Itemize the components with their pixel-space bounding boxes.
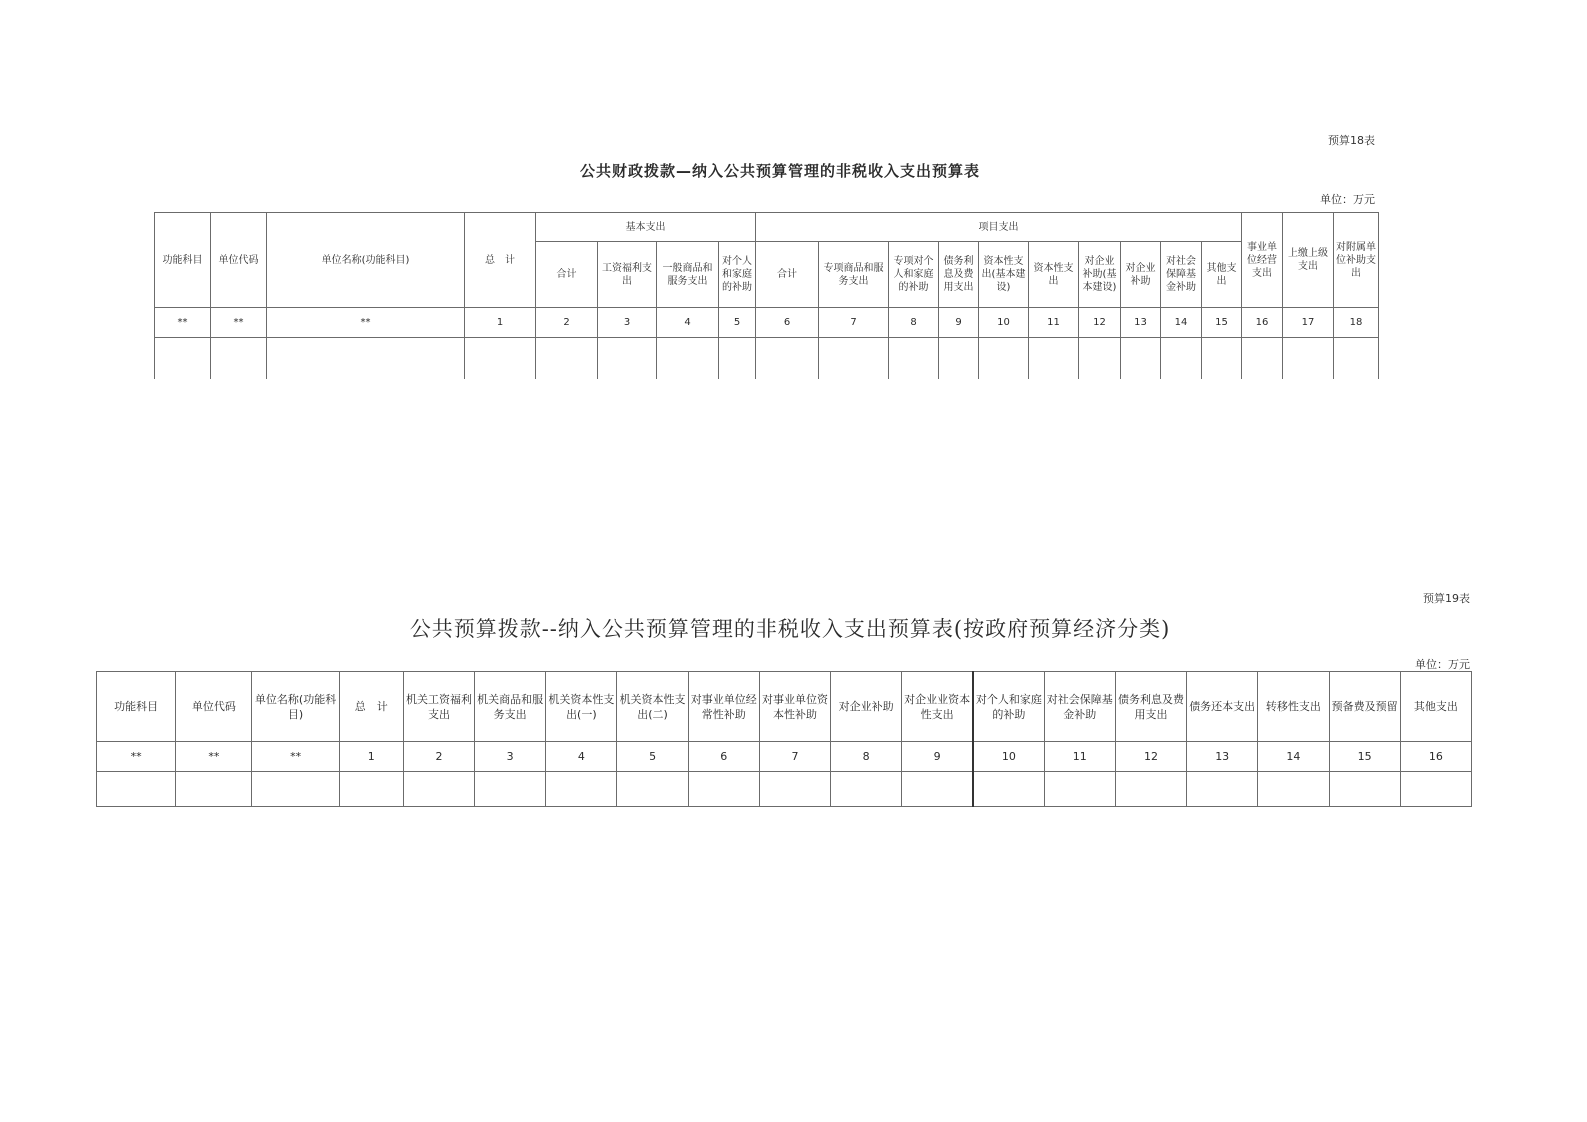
- index-cell: 12: [1079, 308, 1121, 338]
- table19-number: 预算19表: [1423, 592, 1470, 605]
- data-cell[interactable]: [902, 772, 973, 807]
- index-cell: 11: [1029, 308, 1079, 338]
- header-basic-group: 基本支出: [536, 213, 756, 242]
- index-cell: 11: [1044, 742, 1115, 772]
- data-cell[interactable]: [1242, 338, 1283, 379]
- index-cell: 16: [1400, 742, 1471, 772]
- header-col-13: 对企业补助: [1121, 242, 1161, 308]
- index-cell: **: [97, 742, 176, 772]
- header-cell: 对个人和家庭的补助: [973, 672, 1044, 742]
- index-cell: 4: [546, 742, 617, 772]
- header-col-17: 上缴上级支出: [1283, 213, 1334, 308]
- header-unit-code: 单位代码: [211, 213, 267, 308]
- data-cell[interactable]: [97, 772, 176, 807]
- data-cell[interactable]: [536, 338, 598, 379]
- index-cell: 2: [536, 308, 598, 338]
- header-cell: 对事业单位资本性补助: [759, 672, 830, 742]
- data-cell[interactable]: [1115, 772, 1186, 807]
- data-cell[interactable]: [1334, 338, 1379, 379]
- header-col-6: 合计: [756, 242, 819, 308]
- table18: [154, 212, 1379, 379]
- data-cell[interactable]: [979, 338, 1029, 379]
- data-row: [97, 772, 1472, 807]
- index-cell: 14: [1258, 742, 1329, 772]
- data-cell[interactable]: [176, 772, 252, 807]
- data-cell[interactable]: [759, 772, 830, 807]
- data-cell[interactable]: [889, 338, 939, 379]
- data-cell[interactable]: [465, 338, 536, 379]
- data-cell[interactable]: [155, 338, 211, 379]
- index-cell: 8: [831, 742, 902, 772]
- header-cell: 其他支出: [1400, 672, 1471, 742]
- data-cell[interactable]: [657, 338, 719, 379]
- index-cell: 10: [979, 308, 1029, 338]
- header-col-10: 资本性支出(基本建设): [979, 242, 1029, 308]
- header-col-16: 事业单位经营支出: [1242, 213, 1283, 308]
- data-cell[interactable]: [1400, 772, 1471, 807]
- data-cell[interactable]: [1202, 338, 1242, 379]
- header-project-group: 项目支出: [756, 213, 1242, 242]
- header-col-11: 资本性支出: [1029, 242, 1079, 308]
- index-cell: 7: [819, 308, 889, 338]
- data-cell[interactable]: [831, 772, 902, 807]
- table18-title: 公共财政拨款—纳入公共预算管理的非税收入支出预算表: [579, 162, 980, 180]
- data-cell[interactable]: [617, 772, 688, 807]
- data-cell[interactable]: [819, 338, 889, 379]
- index-cell: 5: [617, 742, 688, 772]
- header-cell: 总 计: [339, 672, 403, 742]
- data-cell[interactable]: [973, 772, 1044, 807]
- header-cell: 机关资本性支出(二): [617, 672, 688, 742]
- table19-title: 公共预算拨款--纳入公共预算管理的非税收入支出预算表(按政府预算经济分类): [409, 617, 1171, 641]
- header-col-14: 对社会保障基金补助: [1161, 242, 1202, 308]
- data-cell[interactable]: [688, 772, 759, 807]
- index-cell: 4: [657, 308, 719, 338]
- index-cell: 8: [889, 308, 939, 338]
- index-cell: 13: [1187, 742, 1258, 772]
- index-cell: 12: [1115, 742, 1186, 772]
- index-cell: 13: [1121, 308, 1161, 338]
- data-cell[interactable]: [756, 338, 819, 379]
- header-cell: 机关工资福利支出: [403, 672, 474, 742]
- header-col-5: 对个人和家庭的补助: [719, 242, 756, 308]
- data-cell[interactable]: [598, 338, 657, 379]
- data-cell[interactable]: [1044, 772, 1115, 807]
- index-cell: 9: [939, 308, 979, 338]
- header-cell: 机关商品和服务支出: [475, 672, 546, 742]
- data-cell[interactable]: [211, 338, 267, 379]
- data-cell[interactable]: [252, 772, 339, 807]
- index-cell: 1: [465, 308, 536, 338]
- header-cell: 功能科目: [97, 672, 176, 742]
- index-cell: 2: [403, 742, 474, 772]
- header-cell: 转移性支出: [1258, 672, 1329, 742]
- index-cell: **: [252, 742, 339, 772]
- header-row: [97, 672, 1472, 742]
- index-cell: 7: [759, 742, 830, 772]
- index-cell: **: [211, 308, 267, 338]
- data-cell[interactable]: [939, 338, 979, 379]
- header-cell: 对社会保障基金补助: [1044, 672, 1115, 742]
- index-cell: 5: [719, 308, 756, 338]
- header-col-7: 专项商品和服务支出: [819, 242, 889, 308]
- table19-unit: 单位：万元: [1415, 658, 1470, 671]
- header-col-4: 一般商品和服务支出: [657, 242, 719, 308]
- header-total: 总 计: [465, 213, 536, 308]
- data-cell[interactable]: [339, 772, 403, 807]
- index-cell: 10: [973, 742, 1044, 772]
- data-cell[interactable]: [1121, 338, 1161, 379]
- header-cell: 债务利息及费用支出: [1115, 672, 1186, 742]
- data-cell[interactable]: [1258, 772, 1329, 807]
- index-cell: 3: [475, 742, 546, 772]
- index-cell: 15: [1329, 742, 1400, 772]
- header-cell: 单位名称(功能科目): [252, 672, 339, 742]
- data-cell[interactable]: [475, 772, 546, 807]
- index-row: [97, 742, 1472, 772]
- data-cell[interactable]: [267, 338, 465, 379]
- header-cell: 预备费及预留: [1329, 672, 1400, 742]
- data-cell[interactable]: [1283, 338, 1334, 379]
- header-cell: 机关资本性支出(一): [546, 672, 617, 742]
- index-cell: **: [176, 742, 252, 772]
- data-cell[interactable]: [1079, 338, 1121, 379]
- header-unit-name: 单位名称(功能科目): [267, 213, 465, 308]
- index-cell: 3: [598, 308, 657, 338]
- index-cell: 16: [1242, 308, 1283, 338]
- table18-number: 预算18表: [1328, 134, 1375, 147]
- header-col-18: 对附属单位补助支出: [1334, 213, 1379, 308]
- header-col-12: 对企业补助(基本建设): [1079, 242, 1121, 308]
- header-cell: 单位代码: [176, 672, 252, 742]
- data-cell[interactable]: [719, 338, 756, 379]
- index-cell: 9: [902, 742, 973, 772]
- index-cell: 18: [1334, 308, 1379, 338]
- header-col-15: 其他支出: [1202, 242, 1242, 308]
- header-col-9: 债务利息及费用支出: [939, 242, 979, 308]
- data-cell[interactable]: [403, 772, 474, 807]
- header-cell: 对企业业资本性支出: [902, 672, 973, 742]
- data-cell[interactable]: [546, 772, 617, 807]
- header-cell: 对企业补助: [831, 672, 902, 742]
- data-cell[interactable]: [1161, 338, 1202, 379]
- index-cell: **: [267, 308, 465, 338]
- data-cell[interactable]: [1329, 772, 1400, 807]
- data-cell[interactable]: [1187, 772, 1258, 807]
- index-cell: 6: [688, 742, 759, 772]
- index-cell: 15: [1202, 308, 1242, 338]
- header-cell: 债务还本支出: [1187, 672, 1258, 742]
- header-col-2: 合计: [536, 242, 598, 308]
- index-cell: 14: [1161, 308, 1202, 338]
- index-row: [155, 308, 1379, 338]
- header-col-3: 工资福利支出: [598, 242, 657, 308]
- index-cell: 17: [1283, 308, 1334, 338]
- header-cell: 对事业单位经常性补助: [688, 672, 759, 742]
- data-cell[interactable]: [1029, 338, 1079, 379]
- table18-unit: 单位：万元: [1320, 193, 1375, 206]
- header-col-8: 专项对个人和家庭的补助: [889, 242, 939, 308]
- header-func-subject: 功能科目: [155, 213, 211, 308]
- data-row: [155, 338, 1379, 379]
- index-cell: **: [155, 308, 211, 338]
- table19: [96, 671, 1472, 807]
- index-cell: 1: [339, 742, 403, 772]
- index-cell: 6: [756, 308, 819, 338]
